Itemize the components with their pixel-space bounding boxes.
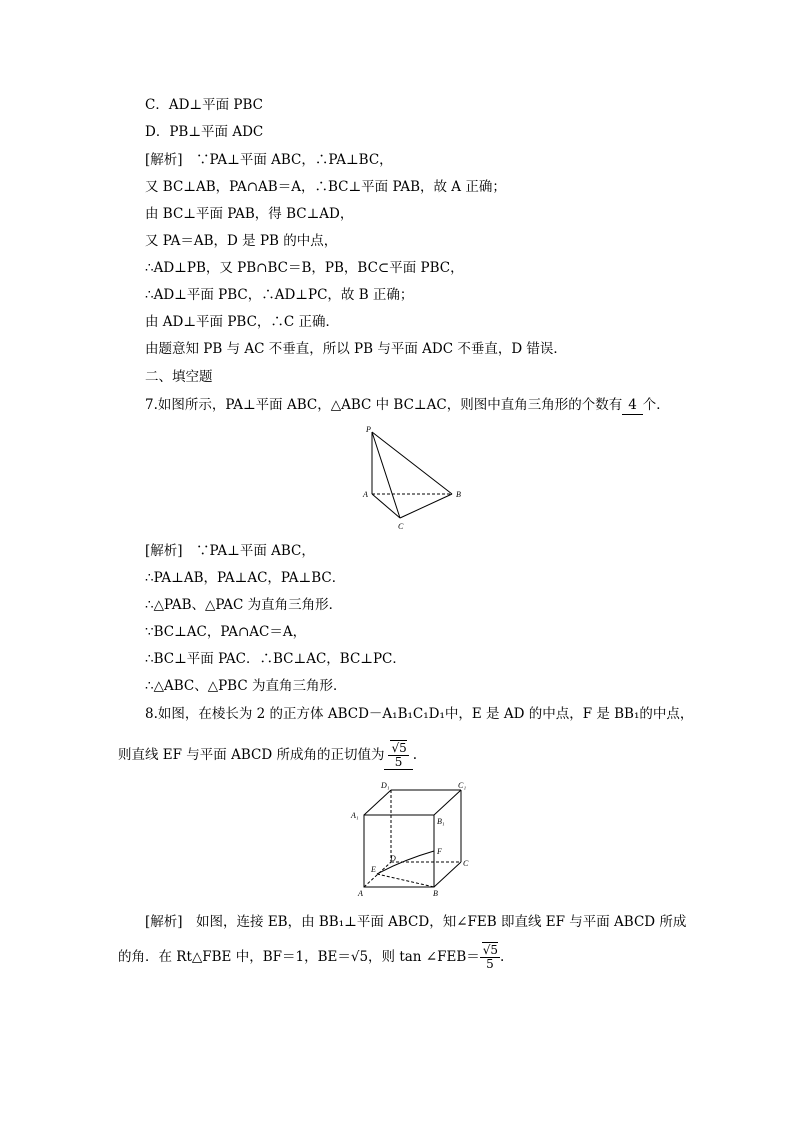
option-d: D．PB⊥平面 ADC <box>145 124 264 140</box>
figure-tetrahedron <box>360 420 470 535</box>
label-b: B <box>433 889 438 898</box>
analysis3-line-2 <box>118 944 504 971</box>
label-c: C <box>398 522 404 531</box>
analysis2-line-1: [解析] ∵PA⊥平面 ABC， <box>145 543 315 559</box>
section-heading: 二、填空题 <box>145 369 213 385</box>
label-a: A <box>358 889 363 898</box>
analysis-line-4: 又 PA＝AB，D 是 PB 的中点， <box>145 233 338 249</box>
analysis2-line-6: ∴△ABC、△PBC 为直角三角形． <box>145 678 347 694</box>
question-7 <box>145 396 670 415</box>
analysis-line-6: ∴AD⊥平面 PBC，∴AD⊥PC，故 B 正确； <box>145 287 414 303</box>
label-e: E <box>371 865 376 874</box>
q7-suffix: 个． <box>642 397 670 413</box>
label-d1: D₁ <box>381 781 390 790</box>
label-c: C <box>463 859 469 868</box>
analysis-line-5: ∴AD⊥PB，又 PB∩BC＝B，PB，BC⊂平面 PBC， <box>145 260 464 276</box>
q8-suffix: . <box>412 747 418 763</box>
analysis-line-1: [解析] ∵PA⊥平面 ABC，∴PA⊥BC， <box>145 152 393 168</box>
analysis-line-3: 由 BC⊥平面 PAB，得 BC⊥AD， <box>145 206 354 222</box>
question-8-line-2 <box>118 742 417 770</box>
analysis2-line-5: ∴BC⊥平面 PAC．∴BC⊥AC，BC⊥PC． <box>145 651 406 667</box>
q8-text: 则直线 EF 与平面 ABCD 所成角的正切值为 <box>118 747 385 763</box>
tan-answer-num: √5 <box>482 943 499 957</box>
label-b1: B₁ <box>437 817 445 826</box>
label-b: B <box>456 490 461 499</box>
label-a1: A₁ <box>351 811 359 820</box>
analysis-line-2: 又 BC⊥AB，PA∩AB＝A，∴BC⊥平面 PAB，故 A 正确； <box>145 179 506 195</box>
analysis-line-8: 由题意知 PB 与 AC 不垂直，所以 PB 与平面 ADC 不垂直，D 错误． <box>145 341 567 357</box>
label-a: A <box>363 490 368 499</box>
option-c: C．AD⊥平面 PBC <box>145 97 263 113</box>
analysis3-suffix: . <box>500 949 505 965</box>
question-8-line-1: 8.如图，在棱长为 2 的正方体 ABCD－A₁B₁C₁D₁中，E 是 AD 的中点，F 是 BB₁的中点， <box>145 706 694 722</box>
analysis2-line-3: ∴△PAB、△PAC 为直角三角形． <box>145 597 343 613</box>
q8-answer-den: 5 <box>394 755 403 769</box>
analysis2-line-2: ∴PA⊥AB，PA⊥AC，PA⊥BC． <box>145 570 346 586</box>
label-c1: C₁ <box>458 781 467 790</box>
analysis-line-7: 由 AD⊥平面 PBC，∴C 正确． <box>145 314 340 330</box>
tan-answer-den: 5 <box>486 957 494 971</box>
q7-text: 7.如图所示，PA⊥平面 ABC，△ABC 中 BC⊥AC，则图中直角三角形的个数有 <box>145 397 623 413</box>
q8-answer-num: √5 <box>391 741 407 755</box>
analysis3-line-1: [解析] 如图，连接 EB，由 BB₁⊥平面 ABCD，知∠FEB 即直线 EF 与平面 ABCD 所成 <box>145 914 687 930</box>
figure-cube <box>348 776 476 900</box>
analysis2-line-4: ∵BC⊥AC，PA∩AC＝A， <box>145 624 307 640</box>
q8-answer <box>384 742 412 770</box>
q7-answer: 4 <box>622 396 643 415</box>
label-d: D <box>390 854 396 863</box>
analysis3-text: 的角．在 Rt△FBE 中，BF＝1，BE＝√5，则 tan ∠FEB＝ <box>118 949 480 965</box>
label-f: F <box>437 847 442 856</box>
label-p: P <box>366 425 371 434</box>
